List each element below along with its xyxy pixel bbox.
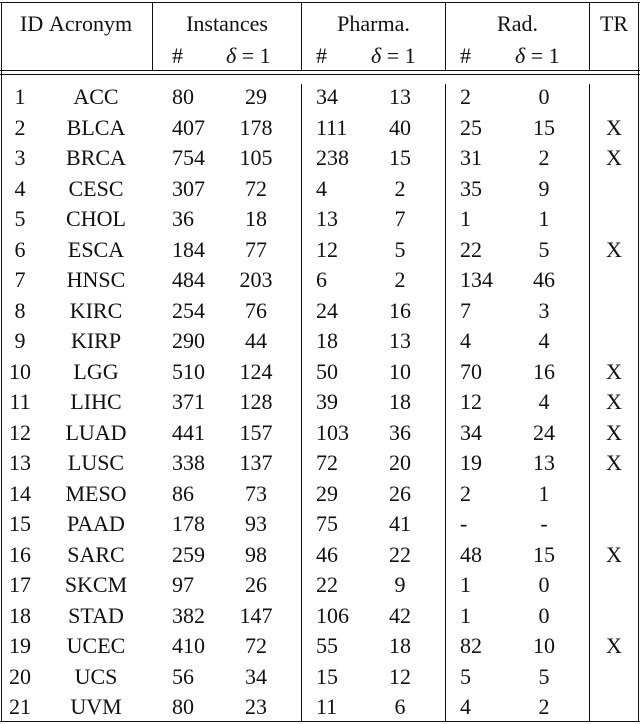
cell-rad: 4 xyxy=(460,328,471,353)
cell-tr: X xyxy=(606,389,622,414)
cell-instances: 80 xyxy=(172,694,194,719)
cell-acronym: MESO xyxy=(65,480,127,506)
cell-acronym: CHOL xyxy=(66,206,126,231)
cell-rad-delta: 1 xyxy=(538,206,550,231)
cell-rad-delta: 4 xyxy=(538,328,550,353)
cell-instances: 371 xyxy=(172,389,205,414)
cell-acronym: BLCA xyxy=(66,114,126,140)
cell-pharma-delta: 36 xyxy=(389,419,411,445)
cell-pharma: 34 xyxy=(316,84,338,109)
cell-id: 16 xyxy=(9,541,31,567)
cell-pharma-delta: 2 xyxy=(394,267,406,292)
cell-pharma-delta: 40 xyxy=(389,114,411,140)
cell-rad: 1 xyxy=(460,206,471,231)
cell-rad-delta: 1 xyxy=(538,480,550,506)
cell-rad-delta: 10 xyxy=(533,633,555,658)
cell-pharma: 106 xyxy=(316,602,349,628)
cell-id: 20 xyxy=(9,663,31,689)
cell-tr: X xyxy=(606,358,622,384)
cell-instances: 290 xyxy=(172,328,205,353)
cell-pharma: 24 xyxy=(316,297,338,323)
cell-pharma-delta: 7 xyxy=(394,206,406,231)
header-rad-count: # xyxy=(460,43,471,68)
cell-instances: 407 xyxy=(172,114,205,140)
cell-instances-delta: 77 xyxy=(245,236,267,262)
cell-id: 12 xyxy=(9,419,31,445)
cell-rad: 82 xyxy=(460,633,482,658)
header-pharma: Pharma. xyxy=(337,11,410,36)
cell-rad-delta: 15 xyxy=(533,114,555,140)
cell-instances: 97 xyxy=(172,572,194,597)
cell-pharma: 18 xyxy=(316,328,338,353)
cell-rad: 31 xyxy=(460,145,482,170)
cell-rad: 2 xyxy=(460,480,471,506)
cell-pharma-delta: 18 xyxy=(389,389,411,414)
cell-rad-delta: 0 xyxy=(538,84,550,109)
cell-id: 19 xyxy=(9,633,31,658)
cell-rad: 34 xyxy=(460,419,482,445)
cell-instances-delta: 34 xyxy=(245,663,267,689)
cell-instances-delta: 76 xyxy=(245,297,267,323)
cell-acronym: HNSC xyxy=(66,267,126,292)
cell-instances-delta: 203 xyxy=(239,267,273,292)
cell-acronym: UCS xyxy=(74,663,118,689)
cell-acronym: LUSC xyxy=(67,450,125,475)
cell-pharma-delta: 20 xyxy=(389,450,411,475)
delta-eq: = 1 xyxy=(386,43,416,68)
cell-pharma: 75 xyxy=(316,511,338,536)
bottom-rule xyxy=(0,721,640,722)
cell-pharma-delta: 42 xyxy=(389,602,411,628)
cell-rad-delta: 5 xyxy=(538,663,550,689)
cell-acronym: CESC xyxy=(68,175,124,201)
cell-pharma-delta: 5 xyxy=(394,236,406,262)
header-pharma-count: # xyxy=(316,43,327,68)
cell-instances-delta: 157 xyxy=(239,419,273,445)
header-rad: Rad. xyxy=(497,11,538,36)
cell-rad-delta: 24 xyxy=(533,419,555,445)
cell-pharma-delta: 6 xyxy=(394,694,406,719)
cell-instances: 754 xyxy=(172,145,205,170)
cell-rad: 12 xyxy=(460,389,482,414)
cell-pharma: 238 xyxy=(316,145,349,170)
cell-pharma-delta: 22 xyxy=(389,541,411,567)
cell-rad-delta: 15 xyxy=(533,541,555,567)
cell-id: 21 xyxy=(9,694,31,719)
cell-instances: 254 xyxy=(172,297,205,323)
cell-rad: 25 xyxy=(460,114,482,140)
cell-id: 10 xyxy=(9,358,31,384)
cell-pharma-delta: 13 xyxy=(389,84,411,109)
cell-acronym: LIHC xyxy=(70,389,122,414)
cell-id: 8 xyxy=(14,297,26,323)
cell-rad-delta: 3 xyxy=(538,297,550,323)
delta-var: δ xyxy=(226,43,237,68)
cell-tr: X xyxy=(606,633,622,658)
cell-acronym: KIRC xyxy=(69,297,123,323)
delta-eq: = 1 xyxy=(241,43,271,68)
cell-rad: 1 xyxy=(460,572,471,597)
cell-rad: 70 xyxy=(460,358,482,384)
cell-instances-delta: 23 xyxy=(245,694,267,719)
cell-instances: 510 xyxy=(172,358,205,384)
cell-instances-delta: 29 xyxy=(245,84,267,109)
cell-rad: 1 xyxy=(460,602,471,628)
cell-id: 15 xyxy=(9,511,31,536)
cell-id: 6 xyxy=(14,236,26,262)
cell-tr: X xyxy=(606,419,622,445)
delta-var: δ xyxy=(371,43,382,68)
cell-id: 4 xyxy=(14,175,26,201)
cell-instances-delta: 105 xyxy=(239,145,273,170)
cell-rad-delta: 0 xyxy=(538,602,550,628)
cell-instances: 441 xyxy=(172,419,205,445)
cell-instances: 86 xyxy=(172,480,194,506)
cell-acronym: ESCA xyxy=(67,236,125,262)
cell-instances: 259 xyxy=(172,541,205,567)
cell-instances: 382 xyxy=(172,602,205,628)
cell-acronym: ACC xyxy=(73,84,119,109)
delta-var: δ xyxy=(515,43,526,68)
cell-instances: 307 xyxy=(172,175,205,201)
cell-instances: 338 xyxy=(172,450,205,475)
cell-pharma-delta: 2 xyxy=(394,175,406,201)
cell-id: 5 xyxy=(14,206,26,231)
cell-pharma: 29 xyxy=(316,480,338,506)
cell-instances: 36 xyxy=(172,206,194,231)
cell-id: 11 xyxy=(9,389,31,414)
header-instances: Instances xyxy=(186,11,268,36)
header-id: ID xyxy=(20,11,44,36)
cell-instances: 80 xyxy=(172,84,194,109)
cell-acronym: UCEC xyxy=(66,633,126,658)
cell-rad-delta: - xyxy=(540,511,548,536)
cell-pharma-delta: 16 xyxy=(389,297,411,323)
cell-rad-delta: 2 xyxy=(538,694,550,719)
cell-id: 3 xyxy=(14,145,26,170)
cell-id: 1 xyxy=(14,84,26,109)
cell-pharma-delta: 12 xyxy=(389,663,411,689)
cell-acronym: BRCA xyxy=(66,145,126,170)
cell-rad-delta: 0 xyxy=(538,572,550,597)
cell-pharma: 46 xyxy=(316,541,338,567)
cell-pharma: 50 xyxy=(316,358,338,384)
cell-acronym: SARC xyxy=(67,541,125,567)
cell-instances-delta: 137 xyxy=(239,450,273,475)
header-rad-delta xyxy=(515,42,560,70)
header-rule-bottom xyxy=(0,74,640,75)
delta-eq: = 1 xyxy=(530,43,560,68)
cell-rad: 4 xyxy=(460,694,471,719)
cell-instances: 184 xyxy=(172,236,205,262)
header-pharma-delta xyxy=(371,42,416,70)
cell-acronym: STAD xyxy=(68,602,124,628)
cell-pharma: 22 xyxy=(316,572,338,597)
cell-id: 2 xyxy=(14,114,26,140)
cell-acronym: LUAD xyxy=(65,419,127,445)
cell-instances: 484 xyxy=(172,267,205,292)
cell-instances: 178 xyxy=(172,511,205,536)
cell-rad-delta: 46 xyxy=(533,267,555,292)
header-instances-delta xyxy=(226,42,271,70)
cell-instances-delta: 128 xyxy=(239,389,273,414)
cell-pharma: 111 xyxy=(316,114,348,140)
cell-instances-delta: 93 xyxy=(245,511,267,536)
cell-instances-delta: 18 xyxy=(245,206,267,231)
cell-pharma: 103 xyxy=(316,419,349,445)
cell-pharma: 55 xyxy=(316,633,338,658)
cell-rad-delta: 9 xyxy=(538,175,550,201)
cell-rad: 19 xyxy=(460,450,482,475)
cell-pharma-delta: 10 xyxy=(389,358,411,384)
cell-pharma: 39 xyxy=(316,389,338,414)
header-rule-top xyxy=(0,70,640,71)
cell-id: 18 xyxy=(9,602,31,628)
header-acronym: Acronym xyxy=(49,11,133,36)
cell-pharma-delta: 13 xyxy=(389,328,411,353)
right-border xyxy=(638,2,639,722)
cell-rad: 134 xyxy=(460,267,493,292)
top-rule xyxy=(0,2,640,3)
cell-instances-delta: 98 xyxy=(245,541,267,567)
cell-acronym: UVM xyxy=(70,694,122,719)
cell-pharma: 12 xyxy=(316,236,338,262)
cell-rad: 5 xyxy=(460,663,471,689)
cell-acronym: LGG xyxy=(73,358,119,384)
cell-acronym: PAAD xyxy=(67,511,125,536)
cell-pharma: 15 xyxy=(316,663,338,689)
cell-rad: 48 xyxy=(460,541,482,567)
cell-tr: X xyxy=(606,145,622,170)
cell-id: 17 xyxy=(9,572,31,597)
cell-pharma: 6 xyxy=(316,267,327,292)
cell-acronym: KIRP xyxy=(70,328,122,353)
cell-tr: X xyxy=(606,236,622,262)
cell-pharma: 4 xyxy=(316,175,327,201)
cell-rad-delta: 2 xyxy=(538,145,550,170)
cell-acronym: SKCM xyxy=(64,572,128,597)
cell-id: 14 xyxy=(9,480,31,506)
cell-pharma: 13 xyxy=(316,206,338,231)
cell-rad: 7 xyxy=(460,297,471,323)
cell-tr: X xyxy=(606,541,622,567)
cell-pharma: 72 xyxy=(316,450,338,475)
cell-rad: 22 xyxy=(460,236,482,262)
cell-instances-delta: 147 xyxy=(239,602,273,628)
cell-instances-delta: 44 xyxy=(245,328,267,353)
cell-instances-delta: 124 xyxy=(239,358,273,384)
cell-pharma-delta: 9 xyxy=(394,572,406,597)
cell-id: 13 xyxy=(9,450,31,475)
cell-rad-delta: 4 xyxy=(538,389,550,414)
cell-pharma-delta: 18 xyxy=(389,633,411,658)
cell-pharma: 11 xyxy=(316,694,338,719)
cell-id: 7 xyxy=(14,267,26,292)
cell-instances-delta: 73 xyxy=(245,480,267,506)
header-instances-count: # xyxy=(172,43,183,68)
cell-pharma-delta: 15 xyxy=(389,145,411,170)
cell-rad-delta: 13 xyxy=(533,450,555,475)
cell-rad: 35 xyxy=(460,175,482,201)
cell-instances-delta: 72 xyxy=(245,175,267,201)
cell-tr: X xyxy=(606,114,622,140)
cell-instances: 410 xyxy=(172,633,205,658)
cell-instances: 56 xyxy=(172,663,194,689)
cell-instances-delta: 72 xyxy=(245,633,267,658)
cell-instances-delta: 178 xyxy=(239,114,273,140)
cell-instances-delta: 26 xyxy=(245,572,267,597)
cell-rad: - xyxy=(460,511,468,536)
cell-tr: X xyxy=(606,450,622,475)
cell-rad-delta: 16 xyxy=(533,358,555,384)
cell-rad: 2 xyxy=(460,84,471,109)
cell-pharma-delta: 26 xyxy=(389,480,411,506)
header-tr: TR xyxy=(599,11,629,36)
cell-rad-delta: 5 xyxy=(538,236,550,262)
cell-id: 9 xyxy=(14,328,26,353)
cell-pharma-delta: 41 xyxy=(389,511,411,536)
